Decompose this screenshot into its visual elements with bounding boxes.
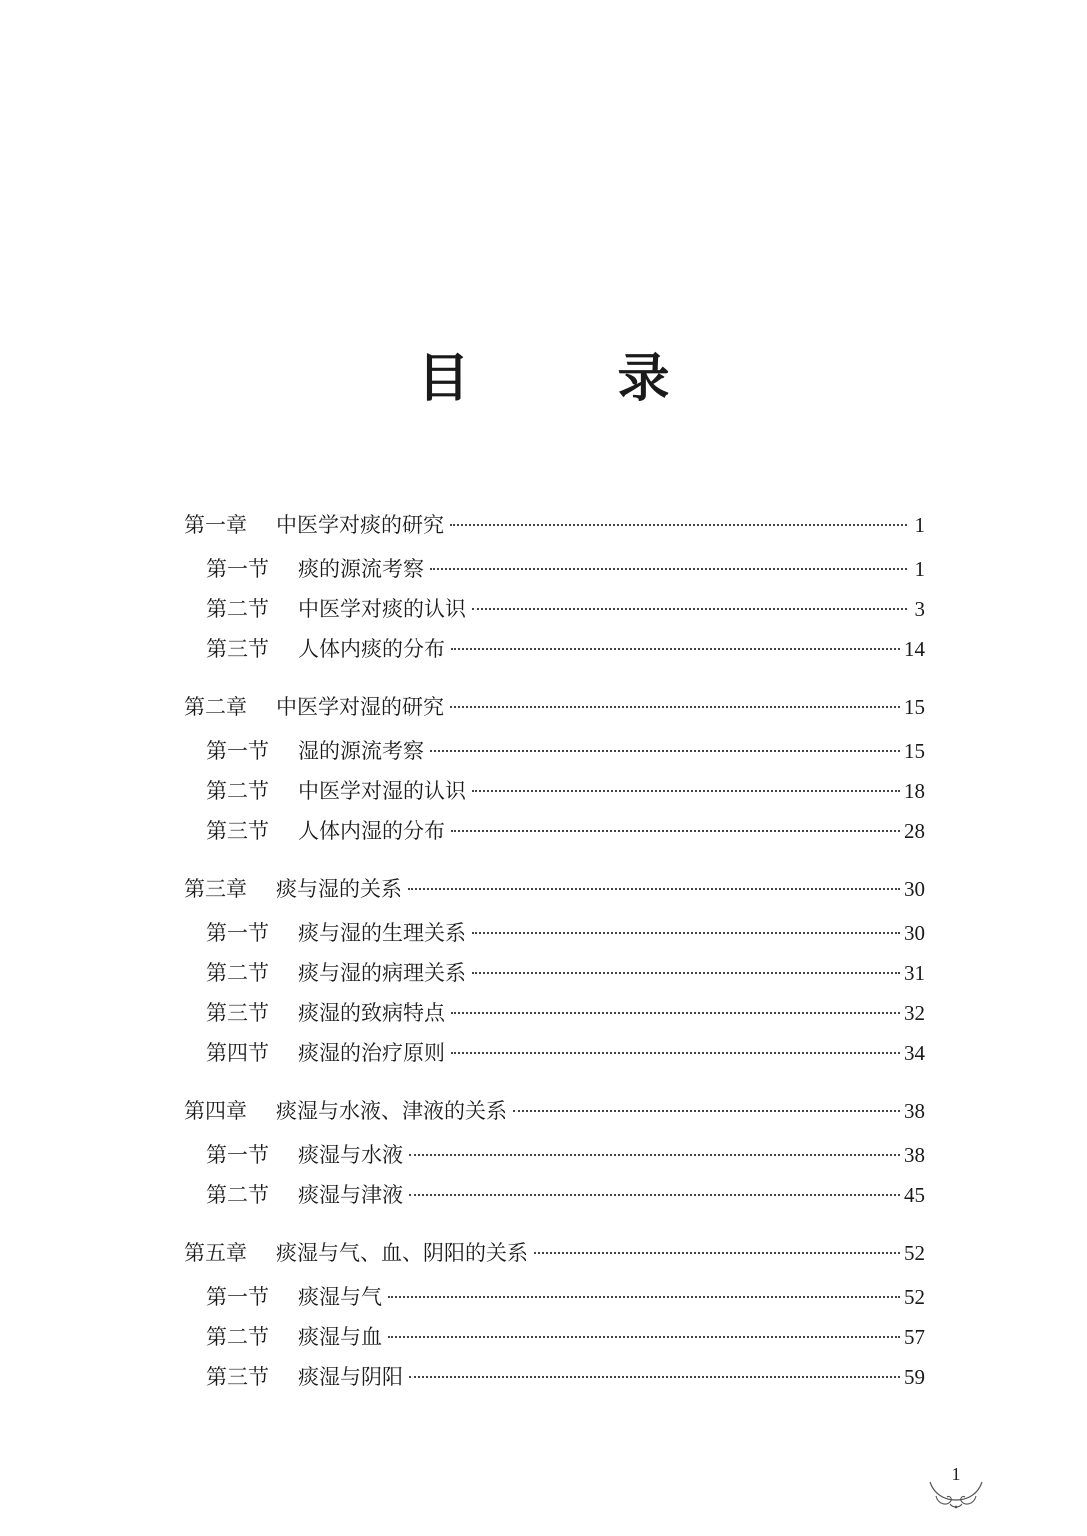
- toc-entry-label: 痰湿的致病特点: [298, 1001, 445, 1025]
- cloud-scroll-ornament-icon: [926, 1474, 986, 1514]
- toc-entry-page-number: 32: [904, 1001, 925, 1025]
- page-folio: [926, 1464, 986, 1514]
- toc-entry-label: 湿的源流考察: [298, 739, 424, 763]
- toc-entry-label: 中医学对痰的研究: [276, 513, 444, 537]
- toc-entry-page-number: 59: [904, 1365, 925, 1389]
- toc-entry-number: 第一章: [184, 513, 247, 537]
- toc-entry-number: 第二章: [184, 695, 247, 719]
- page-title: 目 录: [417, 348, 718, 409]
- toc-entry-number: 第五章: [184, 1241, 247, 1265]
- toc-entry-label: 中医学对湿的认识: [298, 779, 466, 803]
- toc-entry-label: 痰湿与水液: [298, 1143, 403, 1167]
- toc-chapter-entry[interactable]: [184, 1233, 925, 1273]
- toc-section-entry[interactable]: [184, 731, 925, 771]
- toc-entry-label: 痰湿与血: [298, 1325, 382, 1349]
- toc-entry-number: 第二节: [206, 597, 269, 621]
- toc-entry-number: 第一节: [206, 1143, 269, 1167]
- dot-leader: [409, 1376, 900, 1378]
- toc-entry-page-number: 38: [904, 1099, 925, 1123]
- toc-entry-page-number: 28: [904, 819, 925, 843]
- toc-entry-label: 痰湿与阴阳: [298, 1365, 403, 1389]
- toc-entry-label: 痰湿与气: [298, 1285, 382, 1309]
- toc-entry-page-number: 34: [904, 1041, 925, 1065]
- dot-leader: [430, 568, 907, 570]
- toc-section-entry[interactable]: [184, 1277, 925, 1317]
- toc-entry-number: 第二节: [206, 1183, 269, 1207]
- toc-entry-label: 痰湿的治疗原则: [298, 1041, 445, 1065]
- toc-entry-label: 人体内痰的分布: [298, 637, 445, 661]
- dot-leader: [451, 1012, 900, 1014]
- page-number: 1: [951, 1464, 961, 1484]
- toc-entry-number: 第一节: [206, 557, 269, 581]
- toc-chapter-entry[interactable]: [184, 505, 925, 545]
- toc-entry-label: 痰与湿的生理关系: [298, 921, 466, 945]
- toc-entry-number: 第二节: [206, 961, 269, 985]
- toc-chapter-entry[interactable]: [184, 687, 925, 727]
- toc-entry-label: 痰与湿的病理关系: [298, 961, 466, 985]
- toc-chapter-entry[interactable]: [184, 869, 925, 909]
- toc-entry-number: 第三节: [206, 1001, 269, 1025]
- toc-entry-number: 第四节: [206, 1041, 269, 1065]
- dot-leader: [430, 750, 900, 752]
- toc-entry-page-number: 15: [904, 739, 925, 763]
- toc-entry-number: 第二节: [206, 779, 269, 803]
- dot-leader: [388, 1296, 900, 1298]
- toc-entry-page-number: 3: [914, 597, 925, 621]
- toc-section-entry[interactable]: [184, 1135, 925, 1175]
- toc-section-entry[interactable]: [184, 811, 925, 851]
- toc-entry-page-number: 31: [904, 961, 925, 985]
- toc-section-entry[interactable]: [184, 771, 925, 811]
- toc-section-entry[interactable]: [184, 1175, 925, 1215]
- toc-entry-number: 第四章: [184, 1099, 247, 1123]
- toc-section-entry[interactable]: [184, 1033, 925, 1073]
- dot-leader: [472, 972, 900, 974]
- toc-chapter-entry[interactable]: [184, 1091, 925, 1131]
- toc-section-entry[interactable]: [184, 913, 925, 953]
- toc-entry-label: 痰湿与水液、津液的关系: [276, 1099, 507, 1123]
- dot-leader: [513, 1110, 900, 1112]
- toc-section-entry[interactable]: [184, 1317, 925, 1357]
- toc-entry-number: 第三章: [184, 877, 247, 901]
- toc-entry-page-number: 45: [904, 1183, 925, 1207]
- dot-leader: [388, 1336, 900, 1338]
- toc-entry-page-number: 1: [914, 557, 925, 581]
- toc-section-entry[interactable]: [184, 589, 925, 629]
- toc-entry-page-number: 30: [904, 921, 925, 945]
- dot-leader: [472, 932, 900, 934]
- toc-entry-number: 第一节: [206, 921, 269, 945]
- dot-leader: [409, 1154, 900, 1156]
- toc-entry-number: 第一节: [206, 1285, 269, 1309]
- toc-entry-label: 中医学对湿的研究: [276, 695, 444, 719]
- toc-entry-number: 第三节: [206, 819, 269, 843]
- toc-section-entry[interactable]: [184, 549, 925, 589]
- toc-entry-label: 中医学对痰的认识: [298, 597, 466, 621]
- dot-leader: [450, 706, 900, 708]
- toc-entry-page-number: 1: [914, 513, 925, 537]
- toc-section-entry[interactable]: [184, 1357, 925, 1397]
- toc-entry-label: 人体内湿的分布: [298, 819, 445, 843]
- toc-entry-page-number: 18: [904, 779, 925, 803]
- toc-entry-page-number: 15: [904, 695, 925, 719]
- toc-entry-page-number: 52: [904, 1285, 925, 1309]
- toc-section-entry[interactable]: [184, 993, 925, 1033]
- dot-leader: [450, 524, 907, 526]
- toc-entry-label: 痰与湿的关系: [276, 877, 402, 901]
- dot-leader: [451, 830, 900, 832]
- toc-entry-label: 痰湿与气、血、阴阳的关系: [276, 1241, 528, 1265]
- toc-section-entry[interactable]: [184, 953, 925, 993]
- toc-entry-number: 第三节: [206, 637, 269, 661]
- toc-entry-label: 痰湿与津液: [298, 1183, 403, 1207]
- toc-entry-page-number: 30: [904, 877, 925, 901]
- dot-leader: [451, 648, 900, 650]
- toc-entry-page-number: 57: [904, 1325, 925, 1349]
- dot-leader: [409, 1194, 900, 1196]
- table-of-contents: [184, 505, 925, 1397]
- toc-entry-page-number: 14: [904, 637, 925, 661]
- toc-entry-page-number: 38: [904, 1143, 925, 1167]
- dot-leader: [472, 790, 900, 792]
- toc-entry-label: 痰的源流考察: [298, 557, 424, 581]
- dot-leader: [472, 608, 907, 610]
- toc-entry-page-number: 52: [904, 1241, 925, 1265]
- dot-leader: [451, 1052, 900, 1054]
- toc-section-entry[interactable]: [184, 629, 925, 669]
- toc-entry-number: 第一节: [206, 739, 269, 763]
- toc-entry-number: 第二节: [206, 1325, 269, 1349]
- dot-leader: [408, 888, 900, 890]
- dot-leader: [534, 1252, 900, 1254]
- toc-entry-number: 第三节: [206, 1365, 269, 1389]
